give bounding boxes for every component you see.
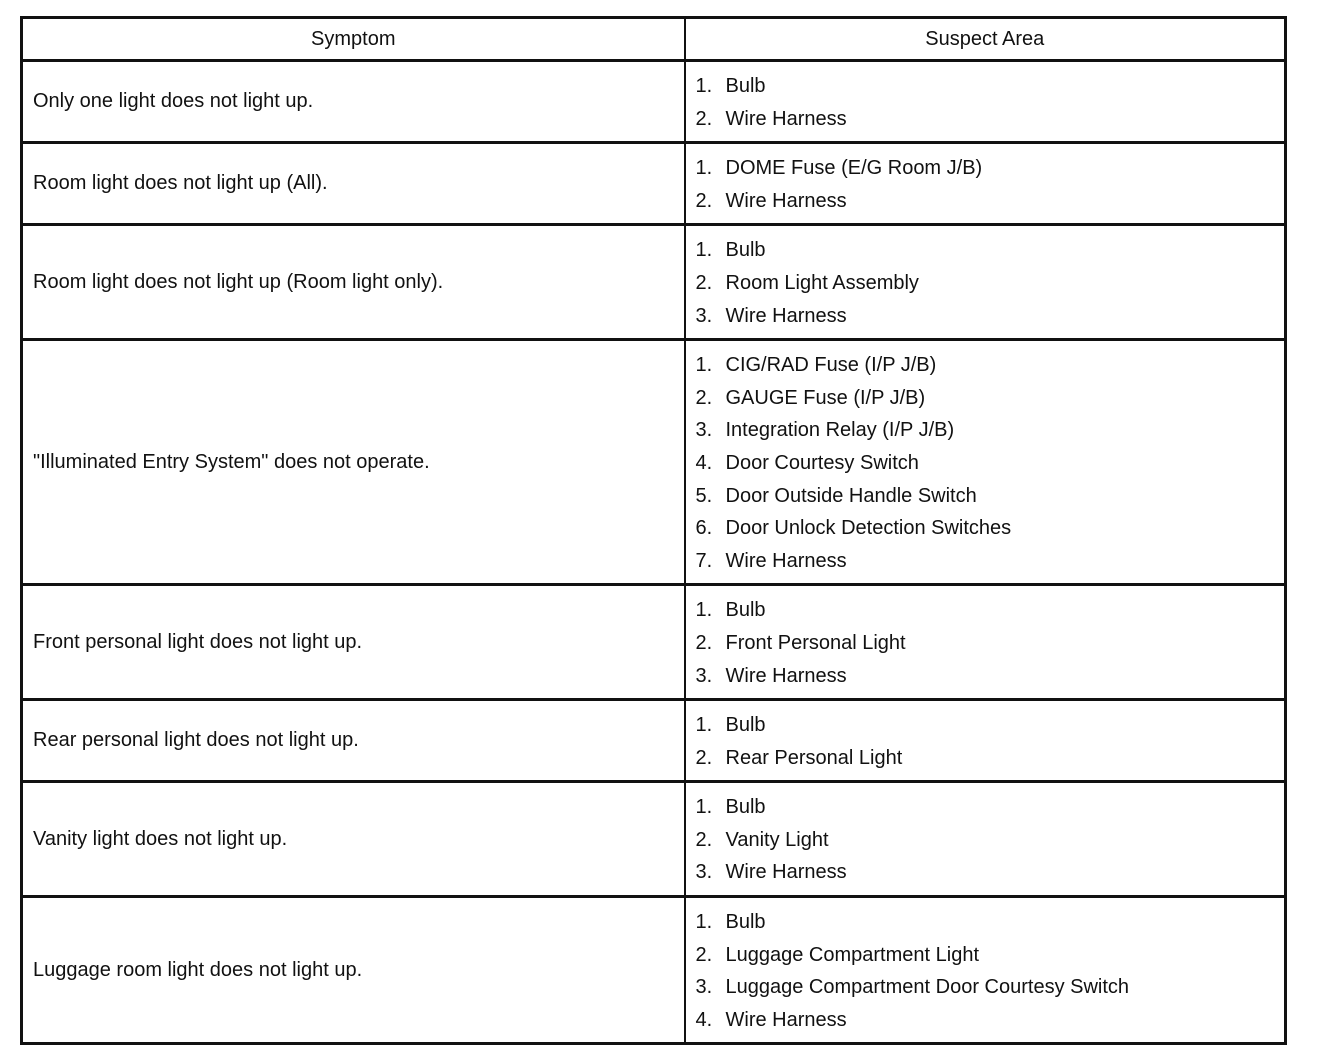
list-item bbox=[696, 742, 1285, 775]
item-text: Luggage Compartment Door Courtesy Switch bbox=[725, 976, 1130, 999]
item-text: Front Personal Light bbox=[725, 631, 906, 654]
suspect-area-list bbox=[696, 906, 1285, 1036]
item-text: DOME Fuse (E/G Room J/B) bbox=[725, 157, 983, 180]
item-text: Wire Harness bbox=[725, 304, 847, 327]
table-row bbox=[22, 340, 1286, 585]
item-number: 2. bbox=[695, 828, 713, 851]
symptom-table bbox=[20, 16, 1287, 1045]
item-number: 4. bbox=[695, 1008, 713, 1031]
suspect-area-list bbox=[696, 152, 1285, 217]
symptom-cell: Vanity light does not light up. bbox=[22, 782, 685, 897]
list-item bbox=[696, 234, 1285, 267]
item-text: Wire Harness bbox=[725, 107, 847, 130]
item-number: 1. bbox=[695, 239, 713, 262]
list-item bbox=[696, 414, 1285, 447]
list-item bbox=[696, 267, 1285, 300]
symptom-cell: Luggage room light does not light up. bbox=[22, 897, 685, 1044]
list-item bbox=[696, 480, 1285, 513]
list-item bbox=[696, 152, 1285, 185]
table-row bbox=[22, 61, 1286, 143]
item-number: 3. bbox=[695, 861, 713, 884]
item-number: 3. bbox=[695, 304, 713, 327]
item-number: 1. bbox=[695, 354, 713, 377]
item-number: 2. bbox=[695, 107, 713, 130]
list-item bbox=[696, 824, 1285, 857]
header-row bbox=[22, 18, 1286, 61]
item-number: 2. bbox=[695, 271, 713, 294]
item-text: Bulb bbox=[725, 239, 766, 262]
table-row bbox=[22, 782, 1286, 897]
suspect-area-cell bbox=[685, 782, 1286, 897]
item-text: Bulb bbox=[725, 599, 766, 622]
item-text: Wire Harness bbox=[725, 861, 847, 884]
list-item bbox=[696, 791, 1285, 824]
table-row bbox=[22, 225, 1286, 340]
table-row bbox=[22, 700, 1286, 782]
list-item bbox=[696, 545, 1285, 578]
suspect-area-list bbox=[696, 234, 1285, 332]
list-item bbox=[696, 1004, 1285, 1037]
suspect-area-cell bbox=[685, 340, 1286, 585]
item-text: Wire Harness bbox=[725, 664, 847, 687]
item-text: Vanity Light bbox=[725, 828, 829, 851]
suspect-area-header: Suspect Area bbox=[685, 18, 1286, 61]
suspect-area-list bbox=[696, 594, 1285, 692]
list-item bbox=[696, 939, 1285, 972]
item-number: 2. bbox=[695, 631, 713, 654]
list-item bbox=[696, 300, 1285, 333]
item-text: CIG/RAD Fuse (I/P J/B) bbox=[725, 354, 937, 377]
item-number: 1. bbox=[695, 157, 713, 180]
item-text: Bulb bbox=[725, 75, 766, 97]
suspect-area-list bbox=[696, 70, 1285, 135]
suspect-area-cell bbox=[685, 225, 1286, 340]
item-number: 2. bbox=[695, 746, 713, 769]
table-row bbox=[22, 897, 1286, 1044]
item-text: Bulb bbox=[725, 796, 766, 819]
table-row bbox=[22, 585, 1286, 700]
item-number: 3. bbox=[695, 664, 713, 687]
item-text: Wire Harness bbox=[725, 549, 847, 572]
item-number: 2. bbox=[695, 386, 713, 409]
symptom-cell: Front personal light does not light up. bbox=[22, 585, 685, 700]
item-number: 6. bbox=[695, 517, 713, 540]
suspect-area-cell bbox=[685, 61, 1286, 143]
list-item bbox=[696, 349, 1285, 382]
table-row bbox=[22, 143, 1286, 225]
item-number: 5. bbox=[695, 484, 713, 507]
item-number: 3. bbox=[695, 419, 713, 442]
suspect-area-cell bbox=[685, 585, 1286, 700]
item-number: 2. bbox=[695, 943, 713, 966]
list-item bbox=[696, 512, 1285, 545]
item-text: Integration Relay (I/P J/B) bbox=[725, 419, 955, 442]
item-number: 1. bbox=[695, 714, 713, 737]
item-number: 4. bbox=[695, 451, 713, 474]
symptom-cell: Room light does not light up (Room light only). bbox=[22, 225, 685, 340]
suspect-area-list bbox=[696, 349, 1285, 577]
item-text: Door Courtesy Switch bbox=[725, 451, 919, 474]
list-item bbox=[696, 709, 1285, 742]
item-text: Room Light Assembly bbox=[725, 271, 919, 294]
symptom-cell: "Illuminated Entry System" does not operate. bbox=[22, 340, 685, 585]
symptom-header: Symptom bbox=[22, 18, 685, 61]
item-text: Rear Personal Light bbox=[725, 746, 903, 769]
list-item bbox=[696, 660, 1285, 693]
item-text: GAUGE Fuse (I/P J/B) bbox=[725, 386, 926, 409]
list-item bbox=[696, 382, 1285, 415]
suspect-area-list bbox=[696, 709, 1285, 774]
item-text: Door Unlock Detection Switches bbox=[725, 517, 1012, 540]
item-number: 2. bbox=[695, 189, 713, 212]
item-text: Wire Harness bbox=[725, 1008, 847, 1031]
list-item bbox=[696, 627, 1285, 660]
symptom-cell: Room light does not light up (All). bbox=[22, 143, 685, 225]
item-text: Bulb bbox=[725, 714, 766, 737]
item-number: 1. bbox=[695, 75, 713, 97]
item-number: 1. bbox=[695, 796, 713, 819]
list-item bbox=[696, 185, 1285, 218]
suspect-area-cell bbox=[685, 143, 1286, 225]
item-number: 1. bbox=[695, 599, 713, 622]
list-item bbox=[696, 971, 1285, 1004]
symptom-cell: Only one light does not light up. bbox=[22, 61, 685, 143]
suspect-area-cell bbox=[685, 700, 1286, 782]
item-number: 3. bbox=[695, 976, 713, 999]
item-number: 7. bbox=[695, 549, 713, 572]
symptom-cell: Rear personal light does not light up. bbox=[22, 700, 685, 782]
item-text: Bulb bbox=[725, 911, 766, 934]
item-text: Luggage Compartment Light bbox=[725, 943, 979, 966]
list-item bbox=[696, 70, 1285, 103]
list-item bbox=[696, 906, 1285, 939]
item-number: 1. bbox=[695, 911, 713, 934]
list-item bbox=[696, 103, 1285, 136]
item-text: Door Outside Handle Switch bbox=[725, 484, 977, 507]
item-text: Wire Harness bbox=[725, 189, 847, 212]
list-item bbox=[696, 856, 1285, 889]
list-item bbox=[696, 447, 1285, 480]
suspect-area-cell bbox=[685, 897, 1286, 1044]
suspect-area-list bbox=[696, 791, 1285, 889]
list-item bbox=[696, 594, 1285, 627]
